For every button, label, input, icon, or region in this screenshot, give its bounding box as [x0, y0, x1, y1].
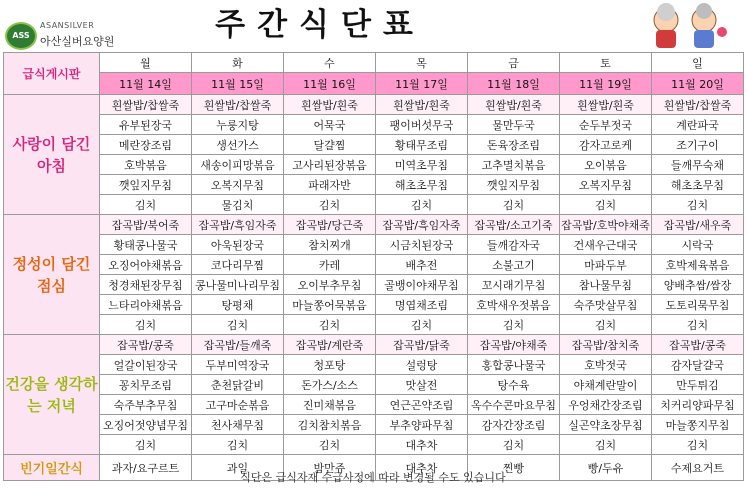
- menu-cell: 명엽채조림: [376, 295, 468, 315]
- day-name-thu: 목: [376, 53, 468, 73]
- menu-cell: 느타리야채볶음: [100, 295, 192, 315]
- menu-cell: 조기구이: [652, 135, 744, 155]
- meal-row: [4, 375, 744, 395]
- menu-cell: 생선가스: [192, 135, 284, 155]
- menu-cell: 시금치된장국: [376, 235, 468, 255]
- day-name-fri: 금: [468, 53, 560, 73]
- menu-cell: 호박새우젓볶음: [468, 295, 560, 315]
- menu-cell: 유부된장국: [100, 115, 192, 135]
- meal-row: [4, 195, 744, 215]
- menu-cell: 김치: [560, 315, 652, 335]
- menu-cell: 오징어젓양념무침: [100, 415, 192, 435]
- corner-label-cell: [4, 53, 100, 95]
- day-name-sun: 일: [652, 53, 744, 73]
- menu-cell: 잡곡밥/닭죽: [376, 335, 468, 355]
- menu-cell: 청포탕: [284, 355, 376, 375]
- corner-label: 급식게시판: [22, 67, 81, 81]
- menu-cell: 오징어야채볶음: [100, 255, 192, 275]
- menu-cell: 숙주부추무침: [100, 395, 192, 415]
- date-sat: 11월 19일: [560, 73, 652, 95]
- menu-cell: 연근곤약조림: [376, 395, 468, 415]
- menu-cell: 흰쌀밥/찹쌀죽: [192, 95, 284, 115]
- menu-cell: 잡곡밥/들깨죽: [192, 335, 284, 355]
- meal-row: [4, 315, 744, 335]
- snack-wed: 밤만쥬: [284, 455, 376, 481]
- meal-label: 정성이 담긴 점심: [12, 254, 91, 295]
- menu-cell: 숙주맛살무침: [560, 295, 652, 315]
- menu-cell: 오복지무침: [560, 175, 652, 195]
- menu-cell: 김치: [284, 315, 376, 335]
- menu-cell: 시락국: [652, 235, 744, 255]
- menu-cell: 진미채볶음: [284, 395, 376, 415]
- date-fri: 11월 18일: [468, 73, 560, 95]
- meal-row: [4, 235, 744, 255]
- menu-cell: 김치: [192, 435, 284, 455]
- menu-cell: 마파두부: [560, 255, 652, 275]
- menu-cell: 김치: [100, 195, 192, 215]
- menu-cell: 김치: [100, 315, 192, 335]
- menu-cell: 깻잎지무침: [100, 175, 192, 195]
- menu-cell: 들깨무숙채: [652, 155, 744, 175]
- date-sun: 11월 20일: [652, 73, 744, 95]
- meal-row: [4, 275, 744, 295]
- date-row: [4, 73, 744, 95]
- menu-cell: 꽁치무조림: [100, 375, 192, 395]
- menu-cell: 참나물무침: [560, 275, 652, 295]
- menu-cell: 황태콩나물국: [100, 235, 192, 255]
- menu-cell: 잡곡밥/흑임자죽: [192, 215, 284, 235]
- meal-label: 사랑이 담긴 아침: [12, 134, 91, 175]
- menu-cell: 김치: [376, 195, 468, 215]
- menu-cell: 흰쌀밥/찹쌀죽: [652, 95, 744, 115]
- menu-cell: 흰쌀밥/찹쌀죽: [100, 95, 192, 115]
- menu-cell: 잡곡밥/콩죽: [652, 335, 744, 355]
- menu-cell: 잡곡밥/호박야채죽: [560, 215, 652, 235]
- meal-row: [4, 115, 744, 135]
- menu-cell: 김치: [376, 315, 468, 335]
- snack-sun: 수제요거트: [652, 455, 744, 481]
- menu-cell: 김치: [100, 435, 192, 455]
- menu-cell: 옥수수콘마요무침: [468, 395, 560, 415]
- menu-cell: 돈육장조림: [468, 135, 560, 155]
- menu-cell: 잡곡밥/북어죽: [100, 215, 192, 235]
- menu-cell: 오이부추무침: [284, 275, 376, 295]
- menu-cell: 춘천닭갈비: [192, 375, 284, 395]
- menu-cell: 새송이피망볶음: [192, 155, 284, 175]
- meal-label-cell: [4, 215, 100, 335]
- menu-cell: 김치: [652, 435, 744, 455]
- menu-cell: 누룽지탕: [192, 115, 284, 135]
- meal-body: [4, 95, 744, 455]
- menu-cell: 건새우근대국: [560, 235, 652, 255]
- menu-cell: 설렁탕: [376, 355, 468, 375]
- menu-cell: 김치: [560, 195, 652, 215]
- meal-row: [4, 175, 744, 195]
- menu-cell: 호박볶음: [100, 155, 192, 175]
- meal-row: [4, 155, 744, 175]
- menu-cell: 해초초무침: [652, 175, 744, 195]
- menu-cell: 청경채된장무침: [100, 275, 192, 295]
- menu-cell: 잡곡밥/당근죽: [284, 215, 376, 235]
- day-header-row: [4, 53, 744, 73]
- menu-cell: 야채계란말이: [560, 375, 652, 395]
- menu-cell: 오복지무침: [192, 175, 284, 195]
- menu-cell: 배추전: [376, 255, 468, 275]
- day-name-tue: 화: [192, 53, 284, 73]
- menu-cell: 실곤약초장무침: [560, 415, 652, 435]
- menu-cell: 흰쌀밥/흰죽: [376, 95, 468, 115]
- menu-cell: 고추멸치볶음: [468, 155, 560, 175]
- menu-cell: 김치: [652, 315, 744, 335]
- menu-cell: 카레: [284, 255, 376, 275]
- meal-row: [4, 335, 744, 355]
- day-name-sat: 토: [560, 53, 652, 73]
- meal-row: [4, 435, 744, 455]
- meal-row: [4, 415, 744, 435]
- meal-row: [4, 95, 744, 115]
- menu-cell: 콩나물미나리무침: [192, 275, 284, 295]
- menu-cell: 두부미역장국: [192, 355, 284, 375]
- menu-cell: 양배추쌈/쌈장: [652, 275, 744, 295]
- menu-cell: 탕평채: [192, 295, 284, 315]
- menu-cell: 김치: [468, 315, 560, 335]
- menu-cell: 잡곡밥/새우죽: [652, 215, 744, 235]
- date-tue: 11월 15일: [192, 73, 284, 95]
- menu-cell: 팽이버섯무국: [376, 115, 468, 135]
- snack-tue: 과일: [192, 455, 284, 481]
- menu-cell: 김치: [192, 315, 284, 335]
- menu-cell: 꼬시래기무침: [468, 275, 560, 295]
- menu-cell: 물김치: [192, 195, 284, 215]
- date-wed: 11월 16일: [284, 73, 376, 95]
- logo-korean-text: 아산실버요양원: [40, 35, 115, 48]
- meal-row: [4, 215, 744, 235]
- menu-cell: 만두튀김: [652, 375, 744, 395]
- footer-note: 식단은 급식자재 수급사정에 따라 변경될 수도 있습니다: [240, 471, 506, 484]
- menu-cell: 김치: [652, 195, 744, 215]
- day-name-wed: 수: [284, 53, 376, 73]
- menu-cell: 김치: [468, 435, 560, 455]
- menu-cell: 치커리양파무침: [652, 395, 744, 415]
- meal-row: [4, 255, 744, 275]
- menu-cell: 코다리무찜: [192, 255, 284, 275]
- menu-cell: 김치: [284, 195, 376, 215]
- meal-row: [4, 395, 744, 415]
- menu-cell: 흰쌀밥/흰죽: [468, 95, 560, 115]
- menu-cell: 메란장조림: [100, 135, 192, 155]
- menu-cell: 탕수육: [468, 375, 560, 395]
- meal-label-cell: [4, 335, 100, 455]
- menu-cell: 아욱된장국: [192, 235, 284, 255]
- day-name-mon: 월: [100, 53, 192, 73]
- logo: [2, 18, 142, 52]
- menu-cell: 어묵국: [284, 115, 376, 135]
- menu-cell: 잡곡밥/참치죽: [560, 335, 652, 355]
- menu-cell: 잡곡밥/흑임자죽: [376, 215, 468, 235]
- menu-cell: 고구마순볶음: [192, 395, 284, 415]
- snack-thu: 대추차: [376, 455, 468, 481]
- menu-cell: 오이볶음: [560, 155, 652, 175]
- menu-cell: 김치: [468, 195, 560, 215]
- snack-label: 빈기일간식: [20, 462, 83, 477]
- menu-cell: 마늘쫑지무침: [652, 415, 744, 435]
- menu-cell: 깻잎지무침: [468, 175, 560, 195]
- menu-cell: 대추차: [376, 435, 468, 455]
- menu-cell: 흰쌀밥/흰죽: [560, 95, 652, 115]
- menu-cell: 흰쌀밥/흰죽: [284, 95, 376, 115]
- snack-fri: 찐빵: [468, 455, 560, 481]
- page-title: 주간식단표: [215, 7, 425, 43]
- menu-cell: 고사리된장볶음: [284, 155, 376, 175]
- menu-cell: 참치찌개: [284, 235, 376, 255]
- menu-cell: 들깨감자국: [468, 235, 560, 255]
- menu-cell: 물만두국: [468, 115, 560, 135]
- menu-cell: 호박제육볶음: [652, 255, 744, 275]
- snack-mon: 과자/요구르트: [100, 455, 192, 481]
- menu-cell: 홍합콩나물국: [468, 355, 560, 375]
- menu-cell: 돈가스/소스: [284, 375, 376, 395]
- logo-english-text: ASANSILVER: [40, 21, 95, 30]
- menu-cell: 감자고로케: [560, 135, 652, 155]
- menu-cell: 도토리묵무침: [652, 295, 744, 315]
- weekly-menu-table: [3, 52, 744, 481]
- menu-cell: 달걀찜: [284, 135, 376, 155]
- menu-cell: 순두부젓국: [560, 115, 652, 135]
- menu-cell: 황태무조림: [376, 135, 468, 155]
- date-thu: 11월 17일: [376, 73, 468, 95]
- menu-cell: 미역초무침: [376, 155, 468, 175]
- menu-cell: 계란파국: [652, 115, 744, 135]
- snack-sat: 빵/두유: [560, 455, 652, 481]
- menu-cell: 김치: [284, 435, 376, 455]
- menu-cell: 감자간장조림: [468, 415, 560, 435]
- meal-row: [4, 295, 744, 315]
- menu-cell: 감자달걀국: [652, 355, 744, 375]
- menu-cell: 소불고기: [468, 255, 560, 275]
- menu-cell: 얼갈이된장국: [100, 355, 192, 375]
- menu-cell: 마늘쫑어묵볶음: [284, 295, 376, 315]
- logo-emblem-icon: ASS: [5, 22, 37, 50]
- menu-cell: 잡곡밥/콩죽: [100, 335, 192, 355]
- menu-cell: 천사채무침: [192, 415, 284, 435]
- meal-row: [4, 355, 744, 375]
- menu-cell: 부추양파무침: [376, 415, 468, 435]
- meal-label: 건강을 생각하는 저녁: [5, 374, 98, 415]
- menu-cell: 맛살전: [376, 375, 468, 395]
- menu-cell: 해초초무침: [376, 175, 468, 195]
- menu-cell: 우엉채간장조림: [560, 395, 652, 415]
- meal-label-cell: [4, 95, 100, 215]
- menu-cell: 파래자반: [284, 175, 376, 195]
- menu-cell: 골뱅이야채무침: [376, 275, 468, 295]
- meal-row: [4, 135, 744, 155]
- menu-cell: 김치참치볶음: [284, 415, 376, 435]
- menu-cell: 김치: [560, 435, 652, 455]
- menu-cell: 잡곡밥/소고기죽: [468, 215, 560, 235]
- menu-cell: 잡곡밥/야채죽: [468, 335, 560, 355]
- grandparents-mascot-icon: [636, 2, 736, 50]
- menu-cell: 잡곡밥/계란죽: [284, 335, 376, 355]
- date-mon: 11월 14일: [100, 73, 192, 95]
- menu-cell: 호박젓국: [560, 355, 652, 375]
